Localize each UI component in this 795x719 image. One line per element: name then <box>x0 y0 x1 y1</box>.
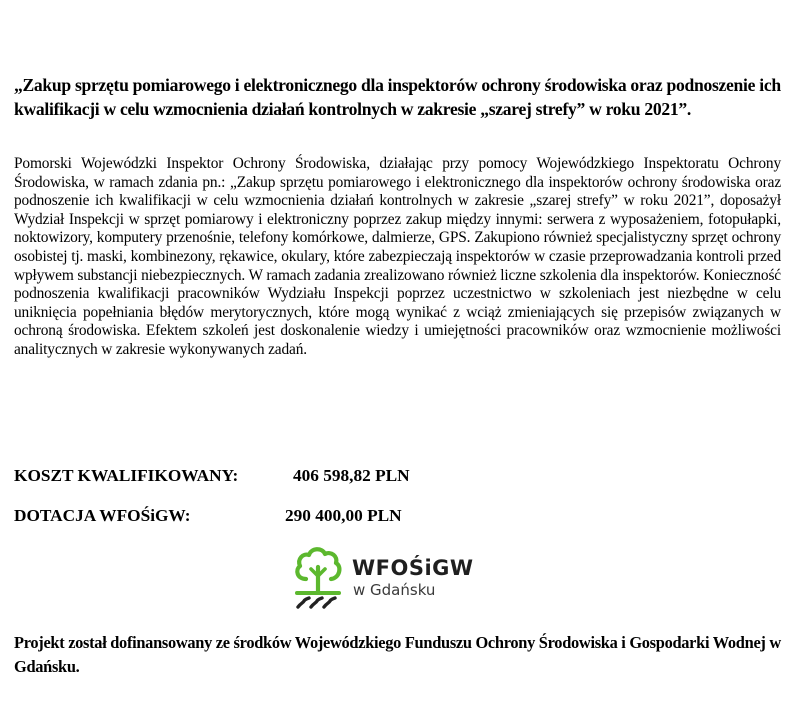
tree-water-icon <box>292 545 344 611</box>
document-title: „Zakup sprzętu pomiarowego i elektronicznego dla inspektorów ochrony środowiska oraz podnoszenie ich kwalifikacji w celu wzmocnienia działań kontrolnych w zakresie „szarej strefy” w roku 2021”. <box>14 75 781 119</box>
document-body: Pomorski Wojewódzki Inspektor Ochrony Środowiska, działając przy pomocy Wojewódzkiego Inspektoratu Ochrony Środowiska, w ramach zdania pn.: „Zakup sprzętu pomiarowego i elektronicznego dla inspektorów ochrony środowiska oraz podnoszenie ich kwalifikacji w celu wzmocnienia działań kontrolnych w zakresie „szarej strefy” w roku 2021”, doposażył Wydział Inspekcji w sprzęt pomiarowy i elektroniczny poprzez zakup między innymi: serwera z wyposażeniem, fotopułapki, noktowizory, komputery przenośnie, telefony komórkowe, dalmierze, GPS. Zakupiono również specjalistyczny sprzęt ochrony osobistej tj. maski, kombinezony, rękawice, okulary, które zabezpieczają inspektorów w czasie przeprowadzania kontroli przed wpływem substancji niebezpiecznych. W ramach zadania zrealizowano również liczne szkolenia dla inspektorów. Konieczność podnoszenia kwalifikacji pracowników Wydziału Inspekcji poprzez uczestnictwo w szkoleniach jest niezbędne w celu uniknięcia popełniania błędów merytorycznych, które mogą wynikać z wciąż zmieniających się przepisów związanych w ochroną środowiska. Efektem szkoleń jest doskonalenie wiedzy i umiejętności pracowników oraz wzmocnienie możliwości analitycznych w zakresie wykonywanych zadań. <box>14 155 781 358</box>
grant-row <box>14 505 402 527</box>
funding-note: Projekt został dofinansowany ze środków Wojewódzkiego Funduszu Ochrony Środowiska i Gospodarki Wodnej w Gdańsku. <box>14 633 781 676</box>
qualified-cost-value: 406 598,82 PLN <box>293 466 410 485</box>
wfosigw-logo <box>292 542 517 614</box>
grant-label: DOTACJA WFOŚiGW: <box>14 506 191 525</box>
logo-city: w Gdańsku <box>353 581 436 599</box>
grant-value: 290 400,00 PLN <box>285 506 402 525</box>
logo-name: WFOŚiGW <box>352 556 474 580</box>
qualified-cost-row <box>14 465 410 487</box>
logo-text <box>352 556 474 600</box>
qualified-cost-label: KOSZT KWALIFIKOWANY: <box>14 466 239 485</box>
